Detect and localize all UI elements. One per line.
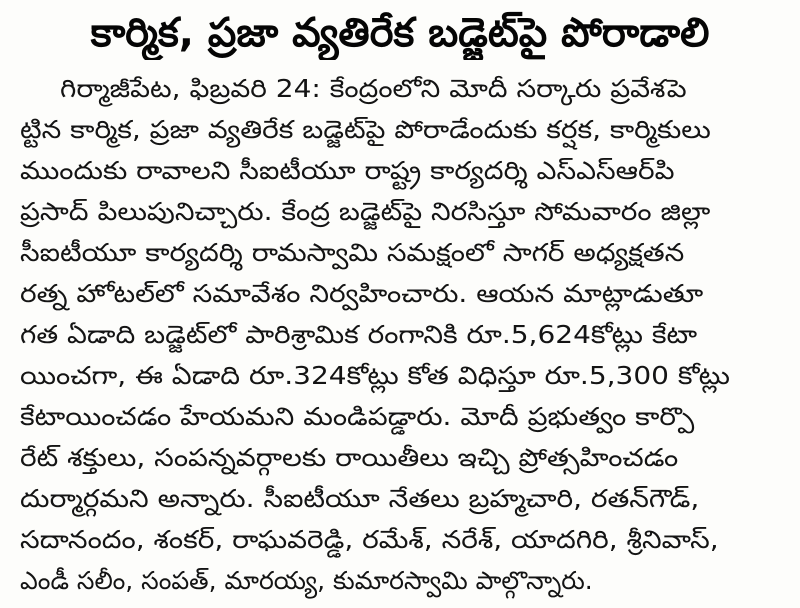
body-line (20, 191, 782, 232)
body-line-text: ట్టిన కార్మిక, ప్రజా వ్యతిరేక బడ్జెట్‌పై పోరాడేందుకు కర్షక, కార్మికులు (20, 115, 711, 144)
body-line-text: కేటాయించడం హేయమని మండిపడ్డారు. మోదీ ప్రభుత్వం కార్పొ (20, 402, 695, 431)
body-line-text: ముందుకు రావాలని సీఐటీయూ రాష్ట్ర కార్యదర్శి ఎస్‌ఎస్‌ఆర్‌పి (20, 156, 675, 185)
body-line (20, 396, 782, 437)
body-line-text: రేట్ శక్తులు, సంపన్నవర్గాలకు రాయితీలు ఇచ్చి ప్రోత్సహించడం (20, 443, 679, 472)
body-line (20, 273, 782, 314)
body-line (20, 519, 782, 560)
body-line-text: ఎండీ సలీం, సంపత్, మారయ్య, కుమారస్వామి పాల్గొన్నారు. (20, 566, 593, 595)
body-line-text: సీఐటీయూ కార్యదర్శి రామస్వామి సమక్షంలో సాగర్ అధ్యక్షతన (20, 238, 685, 267)
body-line-last (20, 560, 782, 601)
body-line-text: ప్రసాద్ పిలుపునిచ్చారు. కేంద్ర బడ్జెట్‌పై నిరసిస్తూ సోమవారం జిల్లా (20, 197, 711, 226)
body-line-text: యించగా, ఈ ఏడాది రూ.324కోట్లు కోత విధిస్తూ రూ.5,300 కోట్లు (20, 361, 730, 390)
headline (18, 6, 782, 60)
body-line (20, 232, 782, 273)
body-line (20, 478, 782, 519)
body-line-text: రత్న హోటల్‌లో సమావేశం నిర్వహించారు. ఆయన మాట్లాడుతూ (20, 279, 704, 308)
body-line-text: దుర్మార్గమని అన్నారు. సీఐటీయూ నేతలు బ్రహ్మచారి, రతన్‌గౌడ్, (20, 484, 700, 513)
body-line (20, 150, 782, 191)
headline-text: కార్మిక, ప్రజా వ్యతిరేక బడ్జెట్‌పై పోరాడాలి (90, 10, 710, 56)
body-line (60, 68, 782, 109)
body-line (20, 314, 782, 355)
body-line (20, 437, 782, 478)
article-body (20, 68, 782, 601)
body-line-text: గత ఏడాది బడ్జెట్‌లో పారిశ్రామిక రంగానికి రూ.5,624కోట్లు కేటా (20, 320, 698, 349)
body-line-text: సదానందం, శంకర్, రాఘవరెడ్డి, రమేశ్, నరేశ్, యాదగిరి, శ్రీనివాస్, (20, 525, 719, 554)
body-line (20, 109, 782, 150)
body-line (20, 355, 782, 396)
body-line-text: గిర్మాజీపేట, ఫిబ్రవరి 24: కేంద్రంలోని మోదీ సర్కారు ప్రవేశపె (60, 74, 687, 103)
